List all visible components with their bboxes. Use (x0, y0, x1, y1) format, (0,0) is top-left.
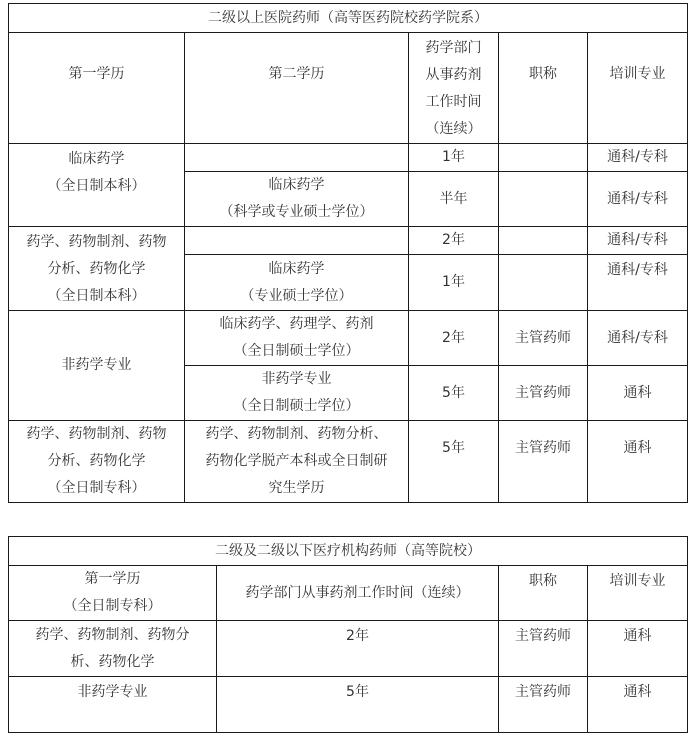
title-cell (499, 144, 588, 172)
table-row (9, 621, 688, 677)
title-cell (499, 255, 588, 311)
first-degree-cell: 非药学专业 (9, 311, 185, 421)
table1-title: 二级以上医院药师（高等医药院校药学院系） (9, 4, 688, 33)
title-cell: 主管药师 (499, 311, 588, 366)
title-cell: 主管药师 (499, 621, 588, 677)
title-cell (499, 172, 588, 227)
table-row (9, 227, 688, 255)
training-cell: 通科 (588, 621, 688, 677)
table-row (9, 677, 688, 733)
work-time-cell: 1年 (409, 255, 499, 311)
table-row (9, 311, 688, 366)
header-work-time: 药学部门从事药剂工作时间（连续） (217, 566, 499, 621)
header-training: 培训专业 (588, 566, 688, 621)
work-time-cell: 半年 (409, 172, 499, 227)
title-cell: 主管药师 (499, 677, 588, 733)
work-time-cell: 2年 (217, 621, 499, 677)
second-degree-cell: 临床药学、药理学、药剂 （全日制硕士学位） (185, 311, 409, 366)
pharmacist-table-tier2-above (8, 3, 688, 503)
table2-title: 二级及二级以下医疗机构药师（高等院校） (9, 537, 688, 566)
second-degree-cell (185, 144, 409, 172)
work-time-cell: 2年 (409, 311, 499, 366)
training-cell: 通科/专科 (588, 144, 688, 172)
header-first-degree: 第一学历 （全日制专科） (9, 566, 217, 621)
training-cell: 通科 (588, 366, 688, 421)
header-training: 培训专业 (588, 33, 688, 144)
work-time-cell: 1年 (409, 144, 499, 172)
training-cell: 通科 (588, 677, 688, 733)
title-cell: 主管药师 (499, 421, 588, 503)
first-degree-cell: 药学、药物制剂、药物分 析、药物化学 (9, 621, 217, 677)
training-cell: 通科/专科 (588, 255, 688, 311)
second-degree-cell: 临床药学 （科学或专业硕士学位） (185, 172, 409, 227)
header-title: 职称 (499, 33, 588, 144)
header-second-degree: 第二学历 (185, 33, 409, 144)
first-degree-cell: 药学、药物制剂、药物 分析、药物化学 （全日制专科） (9, 421, 185, 503)
table-row (9, 421, 688, 503)
pharmacist-table-tier2-below (8, 536, 688, 733)
first-degree-cell: 非药学专业 (9, 677, 217, 733)
training-cell: 通科/专科 (588, 172, 688, 227)
work-time-cell: 5年 (409, 421, 499, 503)
table-row (9, 144, 688, 172)
work-time-cell: 5年 (409, 366, 499, 421)
training-cell: 通科/专科 (588, 311, 688, 366)
header-first-degree: 第一学历 (9, 33, 185, 144)
work-time-cell: 5年 (217, 677, 499, 733)
work-time-cell: 2年 (409, 227, 499, 255)
header-work-time: 药学部门 从事药剂 工作时间 （连续） (409, 33, 499, 144)
title-cell (499, 227, 588, 255)
training-cell: 通科/专科 (588, 227, 688, 255)
first-degree-cell: 临床药学 （全日制本科） (9, 144, 185, 227)
second-degree-cell: 临床药学 （专业硕士学位） (185, 255, 409, 311)
second-degree-cell (185, 227, 409, 255)
first-degree-cell: 药学、药物制剂、药物 分析、药物化学 （全日制本科） (9, 227, 185, 311)
second-degree-cell: 非药学专业 （全日制硕士学位） (185, 366, 409, 421)
header-title: 职称 (499, 566, 588, 621)
title-cell: 主管药师 (499, 366, 588, 421)
second-degree-cell: 药学、药物制剂、药物分析、 药物化学脱产本科或全日制研 究生学历 (185, 421, 409, 503)
training-cell: 通科 (588, 421, 688, 503)
